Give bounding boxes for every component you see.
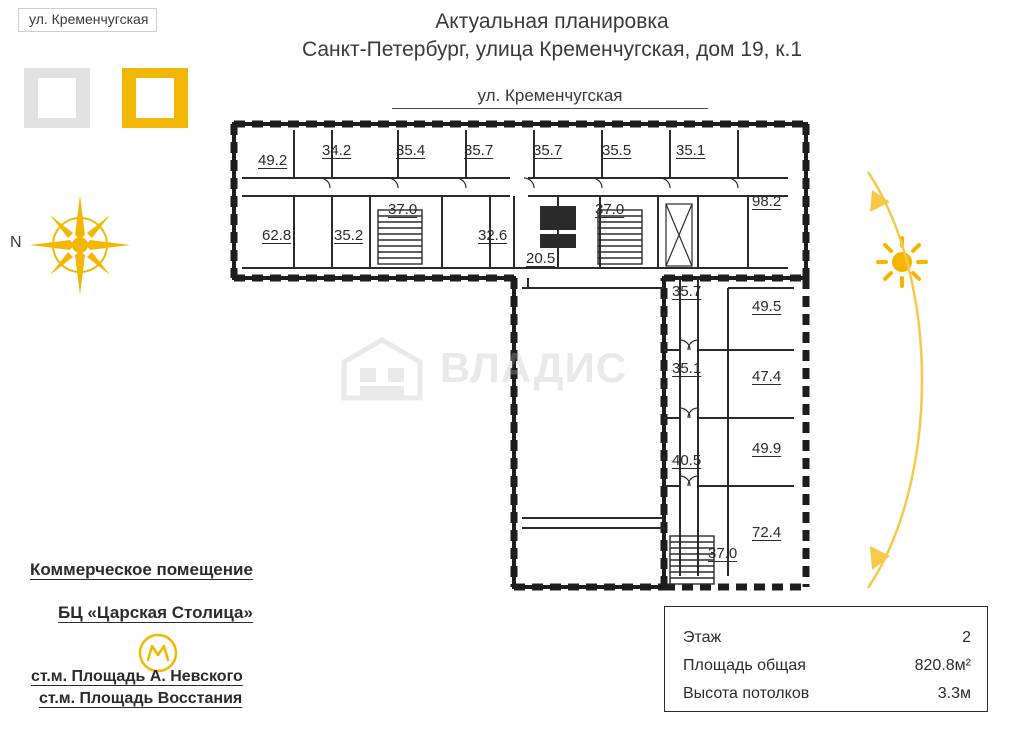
sun-path-arc (820, 150, 1000, 610)
area-label: 49.5 (752, 298, 782, 315)
caption-business-center: БЦ «Царская Столица» (58, 603, 253, 622)
info-key: Этаж (683, 629, 722, 646)
info-key: Высота потолков (683, 685, 810, 702)
watermark-text: ВЛАДИС (440, 344, 628, 391)
area-label: 40.5 (672, 452, 702, 469)
logo-square-gold-inner (136, 78, 174, 118)
area-label: 20.5 (526, 250, 556, 267)
area-label: 35.2 (334, 227, 364, 244)
area-label: 35.4 (396, 142, 426, 159)
area-label: 32.6 (478, 227, 508, 244)
area-label: 34.2 (322, 142, 352, 159)
area-label: 37.0 (708, 545, 738, 562)
caption-metro-vosstaniya: ст.м. Площадь Восстания (39, 690, 243, 707)
area-label: 49.2 (258, 152, 288, 169)
area-label: 49.9 (752, 440, 782, 457)
street-label-left: ул. Кременчугская (18, 8, 157, 32)
area-label: 35.1 (676, 142, 706, 159)
compass-icon (14, 190, 144, 300)
info-box (664, 606, 988, 712)
caption-metro-nevsky: ст.м. Площадь А. Невского (31, 668, 243, 685)
area-label: 62.8 (262, 227, 292, 244)
info-value: 820.8м² (914, 657, 971, 674)
compass-north-label: N (10, 234, 22, 251)
page-subtitle: Санкт-Петербург, улица Кременчугская, дом 19, к.1 (301, 38, 803, 61)
area-label: 35.7 (533, 142, 563, 159)
area-label: 47.4 (752, 368, 782, 385)
area-label: 37.0 (595, 201, 625, 218)
watermark (336, 336, 684, 404)
caption-commercial-space: Коммерческое помещение (30, 560, 253, 579)
metro-logo-icon (138, 633, 178, 673)
info-key: Площадь общая (683, 657, 806, 674)
area-label: 72.4 (752, 524, 782, 541)
logo-square-grey-inner (38, 78, 76, 118)
area-label: 35.1 (672, 360, 702, 377)
area-label: 35.7 (464, 142, 494, 159)
street-rule (392, 108, 708, 109)
area-label: 35.5 (602, 142, 632, 159)
info-value: 2 (962, 629, 971, 646)
area-label: 98.2 (752, 193, 782, 210)
page-title: Актуальная планировка (435, 10, 669, 33)
area-label: 37.0 (388, 201, 418, 218)
info-value: 3.3м (937, 685, 971, 702)
street-label-top: ул. Кременчугская (477, 86, 623, 105)
watermark-logo-icon (336, 336, 428, 404)
area-label: 35.7 (672, 283, 702, 300)
